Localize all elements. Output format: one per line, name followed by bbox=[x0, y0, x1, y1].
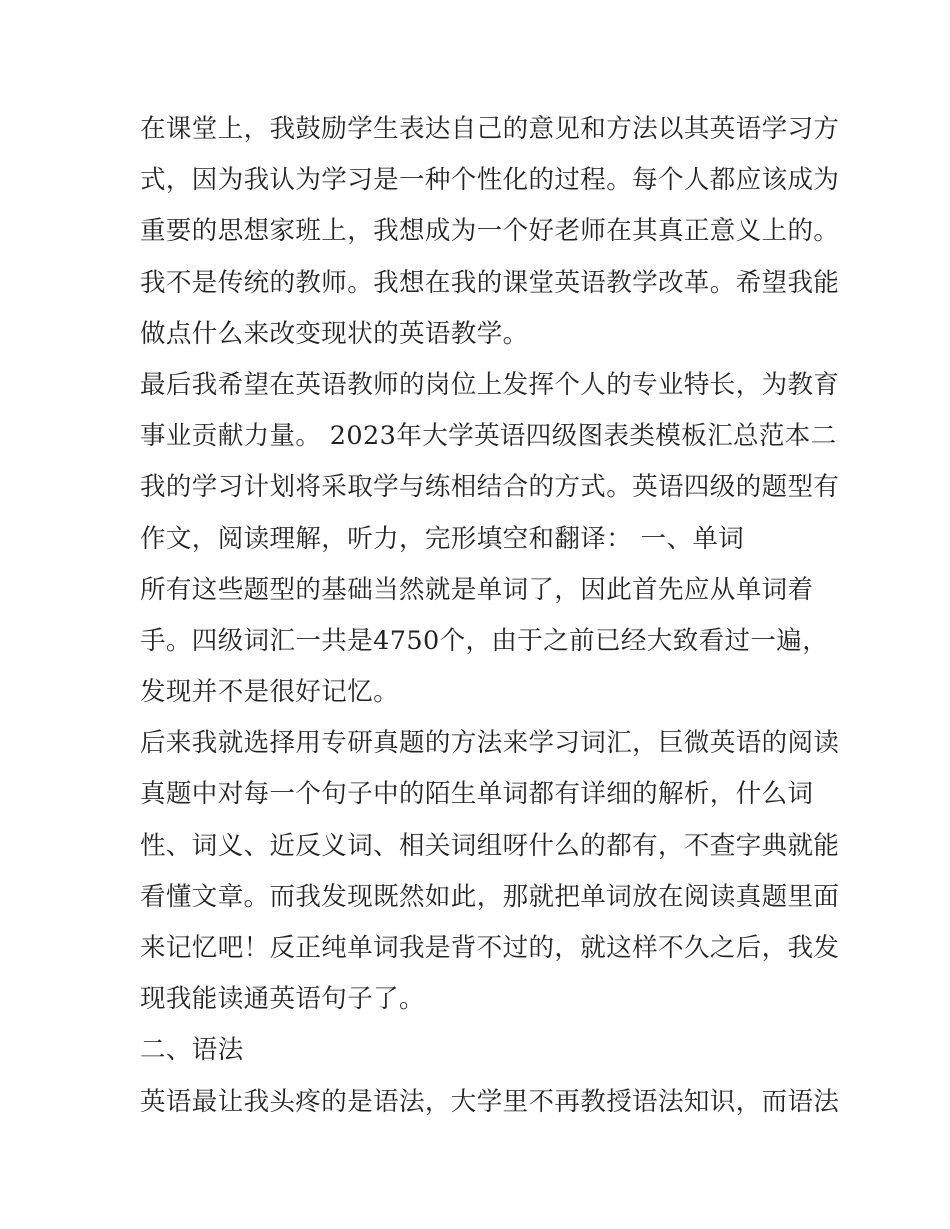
text-line: 最后我希望在英语教师的岗位上发挥个人的专业特长，为教育 bbox=[140, 369, 840, 400]
text-line: 式，因为我认为学习是一种个性化的过程。每个人都应该成为 bbox=[140, 165, 840, 196]
text-line: 重要的思想家班上，我想成为一个好老师在其真正意义上的。 bbox=[140, 216, 840, 247]
section-heading: 二、语法 bbox=[140, 1035, 244, 1066]
text-line: 现我能读通英语句子了。 bbox=[140, 984, 425, 1015]
text-line: 做点什么来改变现状的英语教学。 bbox=[140, 318, 529, 349]
text-line: 在课堂上，我鼓励学生表达自己的意见和方法以其英语学习方 bbox=[140, 114, 840, 144]
text-line: 来记忆吧！反正纯单词我是背不过的，就这样不久之后，我发 bbox=[140, 933, 840, 963]
text-line: 作文，阅读理解，听力，完形填空和翻译： 一、单词 bbox=[140, 523, 745, 554]
text-line: 后来我就选择用专研真题的方法来学习词汇，巨微英语的阅读 bbox=[140, 728, 840, 759]
text-line: 我的学习计划将采取学与练相结合的方式。英语四级的题型有 bbox=[140, 472, 840, 503]
text-line: 我不是传统的教师。我想在我的课堂英语教学改革。希望我能 bbox=[140, 267, 840, 298]
text-line: 英语最让我头疼的是语法，大学里不再教授语法知识，而语法 bbox=[140, 1086, 840, 1117]
document-body bbox=[140, 104, 840, 1128]
text-line: 性、词义、近反义词、相关词组呀什么的都有，不查字典就能 bbox=[140, 830, 840, 861]
text-line: 看懂文章。而我发现既然如此，那就把单词放在阅读真题里面 bbox=[140, 881, 840, 912]
text-line: 真题中对每一个句子中的陌生单词都有详细的解析，什么词 bbox=[140, 779, 814, 810]
text-line: 事业贡献力量。 2023年大学英语四级图表类模板汇总范本二 bbox=[140, 421, 837, 452]
text-line: 发现并不是很好记忆。 bbox=[140, 677, 400, 708]
text-line: 所有这些题型的基础当然就是单词了，因此首先应从单词着 bbox=[140, 574, 814, 605]
text-line: 手。四级词汇一共是4750个，由于之前已经大致看过一遍， bbox=[140, 625, 829, 656]
